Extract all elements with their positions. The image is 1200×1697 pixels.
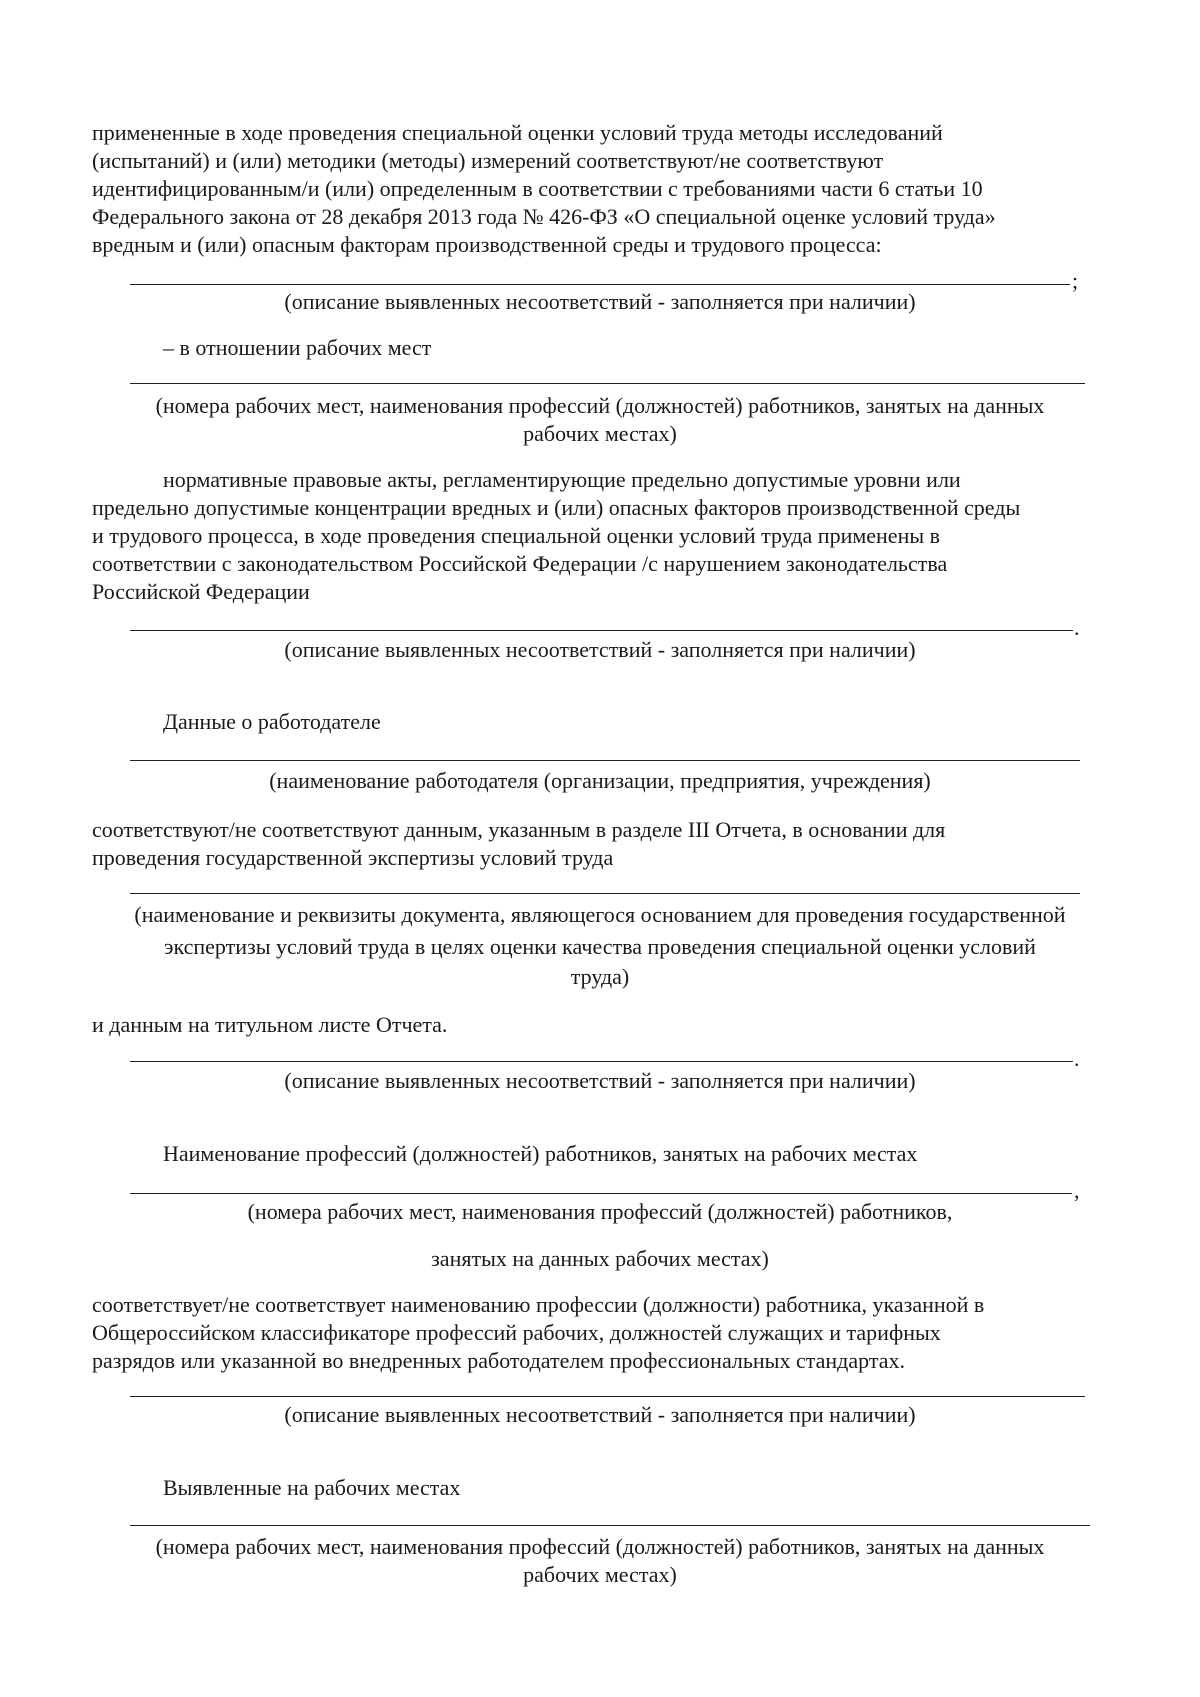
section-lead: – в отношении рабочих мест — [163, 335, 432, 360]
paragraph-line: предельно допустимые концентрации вредных и (или) опасных факторов производственной среды — [92, 495, 1021, 520]
fill-line — [130, 383, 1085, 384]
fill-line — [130, 1193, 1072, 1194]
section-lead: Данные о работодателе — [163, 709, 381, 734]
fill-line — [130, 1061, 1073, 1062]
paragraph-line: соответствует/не соответствует наименованию профессии (должности) работника, указанной в — [92, 1292, 985, 1317]
field-caption: рабочих местах) — [523, 421, 677, 446]
paragraph-line: идентифицированным/и (или) определенным в соответствии с требованиями части 6 статьи 10 — [92, 176, 983, 201]
paragraph-line: нормативные правовые акты, регламентирующие предельно допустимые уровни или — [163, 467, 961, 492]
field-caption: (номера рабочих мест, наименования профессий (должностей) работников, занятых на данных — [155, 393, 1045, 418]
field-caption: (описание выявленных несоответствий - заполняется при наличии) — [284, 289, 916, 314]
fill-line — [130, 284, 1070, 285]
field-caption: (описание выявленных несоответствий - заполняется при наличии) — [284, 637, 916, 662]
paragraph-line: и данным на титульном листе Отчета. — [92, 1012, 448, 1037]
section-lead: Выявленные на рабочих местах — [163, 1475, 461, 1500]
paragraph-line: Федерального закона от 28 декабря 2013 года № 426-ФЗ «О специальной оценке условий труда» — [92, 204, 996, 229]
field-caption: экспертизы условий труда в целях оценки качества проведения специальной оценки условий — [164, 934, 1036, 959]
section-lead: Наименование профессий (должностей) работников, занятых на рабочих местах — [163, 1141, 918, 1166]
paragraph-line: Общероссийском классификаторе профессий рабочих, должностей служащих и тарифных — [92, 1320, 941, 1345]
field-caption: занятых на данных рабочих местах) — [431, 1246, 769, 1271]
paragraph-line: разрядов или указанной во внедренных работодателем профессиональных стандартах. — [92, 1348, 905, 1373]
fill-line — [130, 1525, 1090, 1526]
paragraph-line: (испытаний) и (или) методики (методы) измерений соответствуют/не соответствуют — [92, 148, 884, 173]
paragraph-line: вредным и (или) опасным факторам производственной среды и трудового процесса: — [92, 232, 882, 257]
fill-line — [130, 893, 1080, 894]
line-end-mark: ; — [1072, 268, 1079, 293]
field-caption: (описание выявленных несоответствий - заполняется при наличии) — [284, 1068, 916, 1093]
field-caption: (номера рабочих мест, наименования профессий (должностей) работников, занятых на данных — [155, 1534, 1045, 1559]
field-caption: (номера рабочих мест, наименования профессий (должностей) работников, — [247, 1199, 953, 1224]
paragraph-line: Российской Федерации — [92, 579, 310, 604]
field-caption: (описание выявленных несоответствий - заполняется при наличии) — [284, 1402, 916, 1427]
paragraph-line: примененные в ходе проведения специальной оценки условий труда методы исследований — [92, 120, 943, 145]
field-caption: рабочих местах) — [523, 1562, 677, 1587]
line-end-mark: . — [1074, 1046, 1080, 1071]
fill-line — [130, 1396, 1085, 1397]
fill-line — [130, 630, 1073, 631]
line-end-mark: . — [1074, 615, 1080, 640]
paragraph-line: соответствии с законодательством Российской Федерации /с нарушением законодательства — [92, 551, 948, 576]
paragraph-line: и трудового процесса, в ходе проведения специальной оценки условий труда применены в — [92, 523, 941, 548]
field-caption: (наименование и реквизиты документа, являющегося основанием для проведения государственной — [134, 902, 1066, 927]
line-end-mark: , — [1074, 1178, 1080, 1203]
paragraph-line: соответствуют/не соответствуют данным, указанным в разделе III Отчета, в основании для — [92, 817, 946, 842]
fill-line — [130, 760, 1080, 761]
field-caption: труда) — [570, 964, 630, 989]
field-caption: (наименование работодателя (организации, предприятия, учреждения) — [269, 768, 931, 793]
paragraph-line: проведения государственной экспертизы условий труда — [92, 845, 614, 870]
